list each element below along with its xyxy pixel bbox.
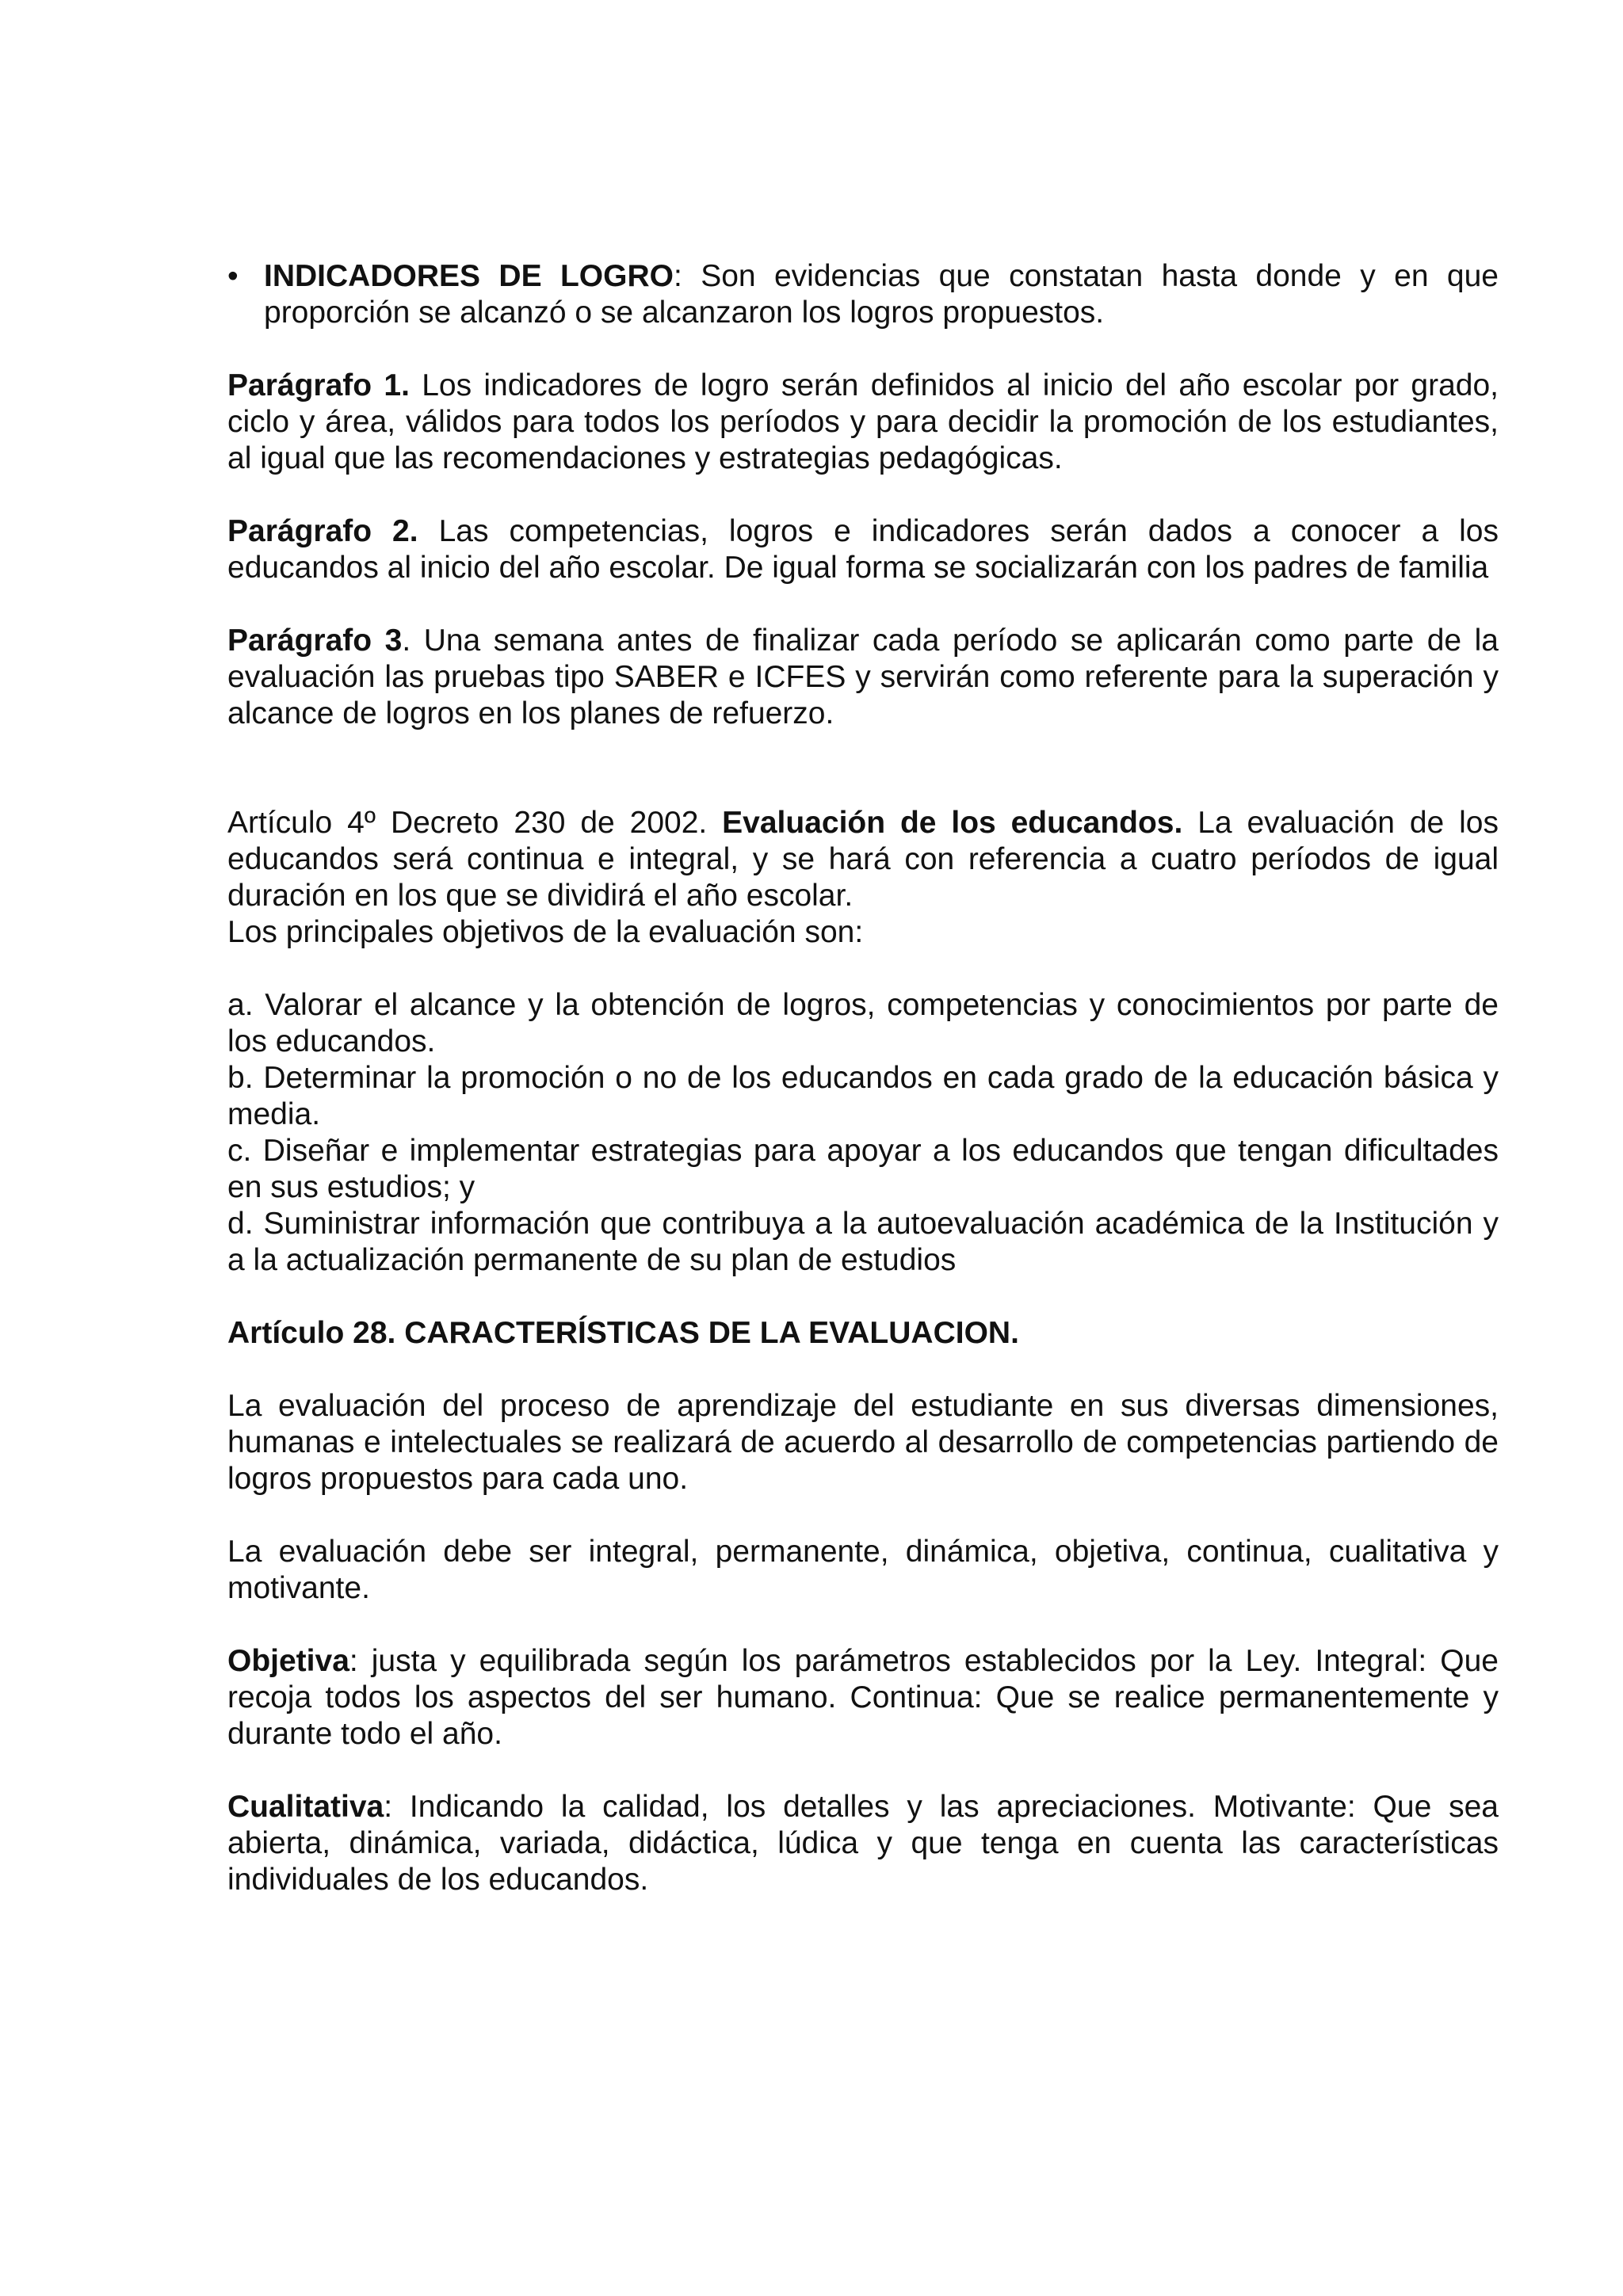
objective-b: b. Determinar la promoción o no de los educandos en cada grado de la educación básica y media. <box>227 1061 1499 1131</box>
indicadores-bullet <box>227 258 1499 331</box>
paragrafo-2 <box>227 513 1499 586</box>
objetiva-label: Objetiva <box>227 1644 349 1678</box>
cualitativa-paragraph <box>227 1789 1499 1898</box>
objetiva-text: : justa y equilibrada según los parámetros establecidos por la Ley. Integral: Que recoja todos los aspectos del ser humano. Continua: Que se realice permanentemente y durante todo el año. <box>227 1644 1499 1751</box>
objetiva-paragraph <box>227 1643 1499 1753</box>
articulo-4 <box>227 805 1499 914</box>
bullet-term: INDICADORES DE LOGRO <box>264 259 674 293</box>
articulo-4-heading: Evaluación de los educandos. <box>722 806 1183 840</box>
paragrafo-1-label: Parágrafo 1. <box>227 368 410 402</box>
paragrafo-3-text: . Una semana antes de finalizar cada período se aplicarán como parte de la evaluación las pruebas tipo SABER e ICFES y servirán como referente para la superación y alcance de logros en los planes de refuerzo. <box>227 624 1499 730</box>
paragrafo-2-label: Parágrafo 2. <box>227 514 418 548</box>
articulo-28-p1: La evaluación del proceso de aprendizaje del estudiante en sus diversas dimensiones, humanas e intelectuales se realizará de acuerdo al desarrollo de competencias partiendo de logros propuestos para cada uno. <box>227 1389 1499 1496</box>
paragrafo-3-label: Parágrafo 3 <box>227 624 403 658</box>
bullet-mark: • <box>227 259 239 293</box>
bullet-definition: : Son evidencias que constatan hasta donde y en que proporción se alcanzó o se alcanzaron los logros propuestos. <box>264 259 1499 330</box>
objectives-intro: Los principales objetivos de la evaluación son: <box>227 915 864 949</box>
objective-c: c. Diseñar e implementar estrategias para apoyar a los educandos que tengan dificultades en sus estudios; y <box>227 1134 1499 1204</box>
document-page <box>227 258 1499 1898</box>
paragrafo-1 <box>227 368 1499 477</box>
articulo-28-heading <box>227 1315 1499 1352</box>
articulo-28-heading-text: Artículo 28. CARACTERÍSTICAS DE LA EVALUACION. <box>227 1316 1019 1350</box>
bullet-text <box>264 258 1499 331</box>
articulo-28-p2: La evaluación debe ser integral, permanente, dinámica, objetiva, continua, cualitativa y motivante. <box>227 1535 1499 1605</box>
cualitativa-text: : Indicando la calidad, los detalles y las apreciaciones. Motivante: Que sea abierta, dinámica, variada, didáctica, lúdica y que tenga en cuenta las características individuales de los educandos. <box>227 1790 1499 1897</box>
paragrafo-2-text: Las competencias, logros e indicadores serán dados a conocer a los educandos al inicio del año escolar. De igual forma se socializarán con los padres de familia <box>227 514 1499 585</box>
articulo-4-prefix: Artículo 4º Decreto 230 de 2002. <box>227 806 723 840</box>
cualitativa-label: Cualitativa <box>227 1790 384 1824</box>
paragrafo-1-text: Los indicadores de logro serán definidos al inicio del año escolar por grado, ciclo y área, válidos para todos los períodos y para decidir la promoción de los estudiantes, al igual que las recomendaciones y estrategias pedagógicas. <box>227 368 1499 475</box>
paragrafo-3 <box>227 623 1499 732</box>
objective-d: d. Suministrar información que contribuya a la autoevaluación académica de la Institución y a la actualización permanente de su plan de estudios <box>227 1207 1499 1277</box>
objective-a: a. Valorar el alcance y la obtención de logros, competencias y conocimientos por parte de los educandos. <box>227 988 1499 1058</box>
articulo-4-text: La evaluación de los educandos será continua e integral, y se hará con referencia a cuatro períodos de igual duración en los que se dividirá el año escolar. <box>227 806 1499 913</box>
